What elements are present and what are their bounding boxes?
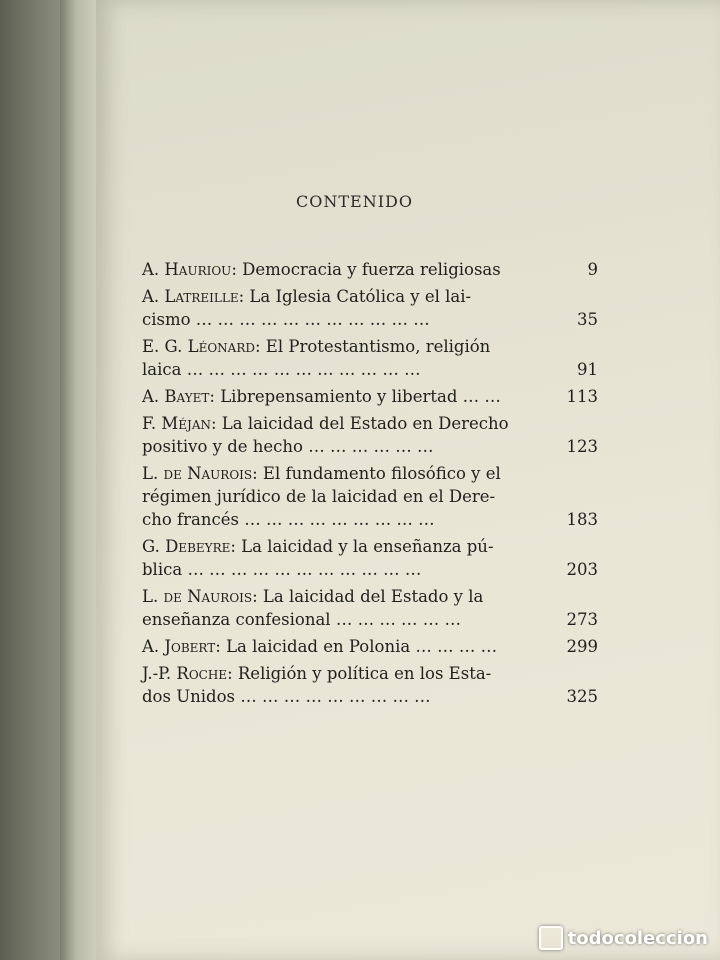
entry-line: enseñanza confesional … … … … … … [142,610,462,629]
watermark-logo-icon [539,926,563,950]
entry-author: F. Méjan [142,414,211,433]
toc-entry [142,662,612,708]
entry-line: J.-P. Roche: Religión y política en los Esta- [142,664,492,683]
entry-line: laica … … … … … … … … … … … [142,360,421,379]
entry-author: A. Hauriou [142,260,232,279]
toc-entry [142,462,612,531]
entry-line: cismo … … … … … … … … … … … [142,310,430,329]
site-watermark [539,926,708,950]
entry-line: E. G. Léonard: El Protestantismo, religión [142,337,491,356]
entry-page-number: 325 [566,687,598,706]
entry-author: L. de Naurois [142,464,253,483]
entry-author: E. G. Léonard [142,337,255,356]
entry-page-number: 299 [566,637,598,656]
toc-entry [142,412,612,458]
entry-line: blica … … … … … … … … … … … [142,560,422,579]
entry-author: A. Bayet [142,387,210,406]
entry-line: A. Jobert: La laicidad en Polonia … … … … [142,637,498,656]
entry-page-number: 273 [566,610,598,629]
toc-entry [142,535,612,581]
entry-line: dos Unidos … … … … … … … … … [142,687,431,706]
entry-page-number: 91 [577,360,598,379]
toc-entry [142,335,612,381]
entry-line: cho francés … … … … … … … … … [142,510,435,529]
entry-author: A. Jobert [142,637,216,656]
toc-title: CONTENIDO [296,192,413,211]
entry-line: régimen jurídico de la laicidad en el Dere- [142,487,496,506]
watermark-text: todocoleccion [567,927,708,949]
toc-entry [142,635,612,658]
toc-entry [142,285,612,331]
entry-line: A. Hauriou: Democracia y fuerza religiosas [142,260,501,279]
entry-line: positivo y de hecho … … … … … … [142,437,434,456]
toc-entry [142,385,612,408]
entry-page-number: 9 [587,260,598,279]
entry-page-number: 113 [566,387,598,406]
entry-line: A. Bayet: Librepensamiento y libertad … … [142,387,501,406]
entry-page-number: 35 [577,310,598,329]
toc-entry [142,585,612,631]
entry-page-number: 203 [566,560,598,579]
entry-line: A. Latreille: La Iglesia Católica y el lai- [142,287,472,306]
entry-page-number: 123 [566,437,598,456]
entry-author: L. de Naurois [142,587,253,606]
entry-line: L. de Naurois: El fundamento filosófico y el [142,464,501,483]
entry-author: A. Latreille [142,287,239,306]
entry-page-number: 183 [566,510,598,529]
toc-entry [142,258,612,281]
entry-line: F. Méjan: La laicidad del Estado en Derecho [142,414,509,433]
entry-author: J.-P. Roche [142,664,228,683]
table-of-contents [142,258,612,708]
entry-line: L. de Naurois: La laicidad del Estado y la [142,587,484,606]
entry-author: G. Debeyre [142,537,231,556]
book-spine-edge [60,0,100,960]
entry-line: G. Debeyre: La laicidad y la enseñanza pú- [142,537,494,556]
